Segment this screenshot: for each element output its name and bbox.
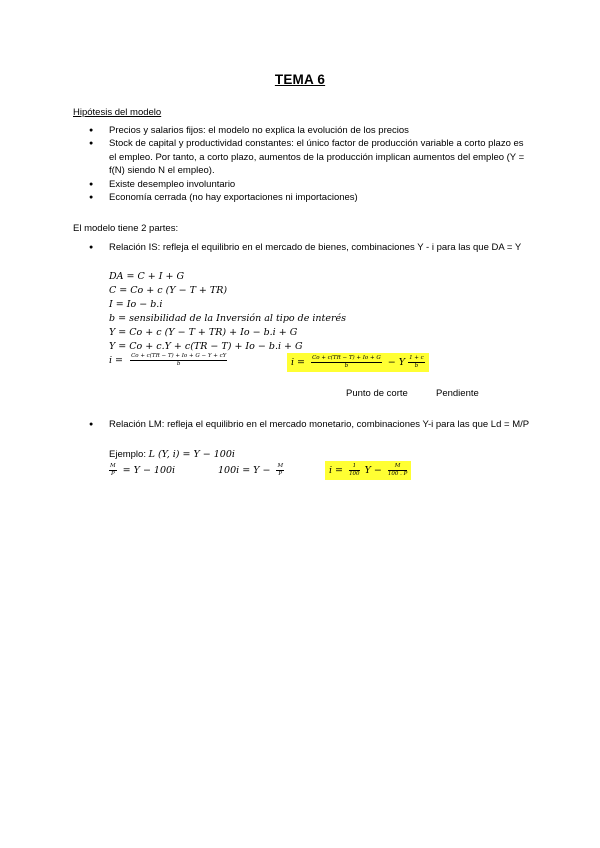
- is-equation-5: Y = Co + c (Y − T + TR) + Io − b.i + G: [109, 327, 298, 338]
- list-item: ● Precios y salarios fijos: el modelo no explica la evolución de los precios: [73, 124, 533, 137]
- is-list: [73, 241, 533, 254]
- hypotheses-heading: Hipótesis del modelo: [73, 107, 162, 118]
- list-item: ● Existe desempleo involuntario: [73, 178, 533, 191]
- is-final-equation-left: i = $\frac{Co + c(TR - T) + Io + G - Y + cY}{b}$: [109, 353, 227, 367]
- label-pendiente: Pendiente: [436, 388, 479, 399]
- hypotheses-list: [73, 124, 533, 204]
- label-punto-de-corte: Punto de corte: [346, 388, 408, 399]
- lm-example: Ejemplo: L (Y, i) = Y − 100i: [109, 449, 235, 460]
- lm-list: [73, 418, 533, 431]
- model-intro: El modelo tiene 2 partes:: [73, 223, 179, 234]
- lm-equation-highlighted: i = $\frac{1}{100}$ Y − $\frac{M}{100 . P}$: [325, 461, 411, 480]
- lm-equation-2: 100i = Y − $\frac{M}{P}$: [218, 463, 284, 477]
- is-equation-3: I = Io − b.i: [109, 299, 163, 310]
- lm-relation-text: ● Relación LM: refleja el equilibrio en el mercado monetario, combinaciones Y-i para las que Ld = M/P: [73, 418, 533, 431]
- page-title: TEMA 6: [274, 72, 326, 87]
- lm-equation-1: $\frac{M}{P}$ = Y − 100i: [110, 463, 176, 477]
- is-equation-6: Y = Co + c.Y + c(TR − T) + Io − b.i + G: [109, 341, 303, 352]
- is-final-equation-highlighted: i = $\frac{Co + c(TR - T) + Io + G}{b}$ − Y $\frac{1 + c}{b}$: [287, 353, 429, 372]
- is-equation-1: DA = C + I + G: [109, 271, 185, 282]
- is-relation-text: ● Relación IS: refleja el equilibrio en el mercado de bienes, combinaciones Y - i para las que DA = Y: [73, 241, 533, 254]
- list-item: ● Economía cerrada (no hay exportaciones ni importaciones): [73, 191, 533, 204]
- is-equation-4: b = sensibilidad de la Inversión al tipo de interés: [109, 313, 347, 324]
- is-equation-2: C = Co + c (Y − T + TR): [109, 285, 228, 296]
- list-item: ● Stock de capital y productividad constantes: el único factor de producción variable a corto plazo es el empleo. Por tanto, a corto plazo, aumentos de la producción implican aumentos del empleo (Y = f(N) siendo N el empleo).: [73, 137, 533, 177]
